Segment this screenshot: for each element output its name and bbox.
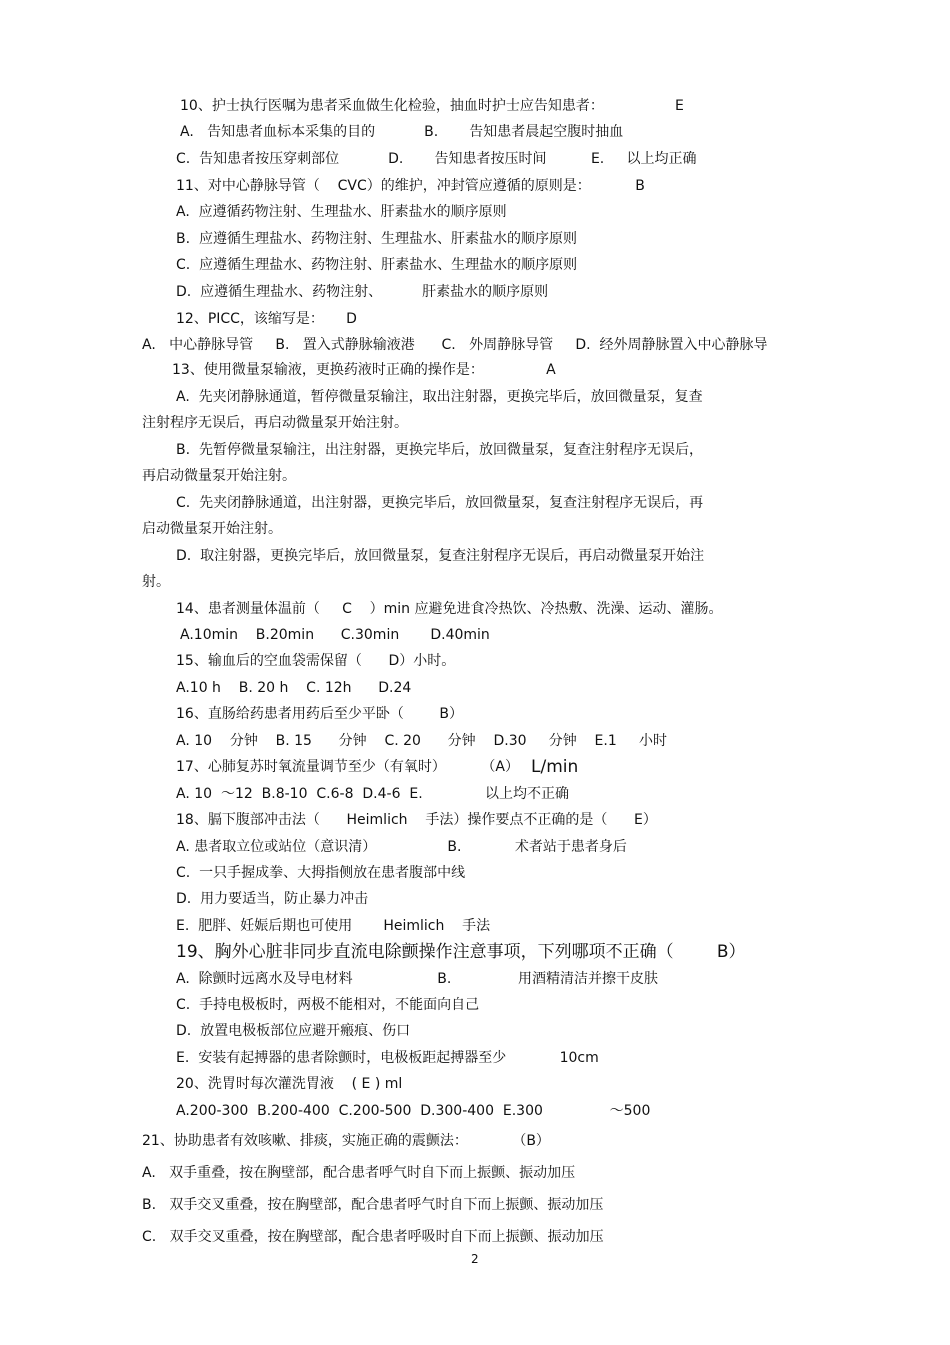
q21-option-c: C. 双手交叉重叠，按在胸壁部，配合患者呼吸时自下而上振颤、振动加压 (142, 1229, 604, 1245)
question-20: 20、洗胃时每次灌洗胃液 ( E ) ml (176, 1076, 403, 1092)
question-14: 14、患者测量体温前（ C ）min 应避免进食冷热饮、冷热敷、洗澡、运动、灌肠。 (176, 601, 723, 617)
q11-option-b: B. 应遵循生理盐水、药物注射、生理盐水、肝素盐水的顺序原则 (176, 231, 577, 247)
q12-options: A. 中心静脉导管 B. 置入式静脉输液港 C. 外周静脉导管 D. 经外周静脉置入中心静脉导 (142, 337, 768, 353)
q19-options-ab: A. 除颤时远离水及导电材料 B. 用酒精清洁并擦干皮肤 (176, 971, 659, 987)
q18-option-e: E. 肥胖、妊娠后期也可使用 Heimlich 手法 (176, 918, 491, 934)
q13-option-a: A. 先夹闭静脉通道，暂停微量泵输注，取出注射器，更换完毕后，放回微量泵，复查 (176, 389, 703, 405)
q13-option-c: C. 先夹闭静脉通道，出注射器，更换完毕后，放回微量泵，复查注射程序无误后，再 (176, 495, 704, 511)
question-11: 11、对中心静脉导管（ CVC）的维护，冲封管应遵循的原则是： B (176, 178, 645, 194)
page-number: 2 (471, 1252, 479, 1266)
q19-option-e: E. 安装有起搏器的患者除颤时，电极板距起搏器至少 10cm (176, 1050, 599, 1066)
q13-option-c-cont: 启动微量泵开始注射。 (142, 521, 282, 537)
q11-option-a: A. 应遵循药物注射、生理盐水、肝素盐水的顺序原则 (176, 204, 507, 220)
question-12: 12、PICC，该缩写是： D (176, 311, 357, 327)
q18-option-c: C. 一只手握成拳、大拇指侧放在患者腹部中线 (176, 865, 466, 881)
q13-option-d: D. 取注射器，更换完毕后，放回微量泵，复查注射程序无误后，再启动微量泵开始注 (176, 548, 705, 564)
q14-options: A.10min B.20min C.30min D.40min (180, 627, 490, 643)
q10-options-ab: A. 告知患者血标本采集的目的 B. 告知患者晨起空腹时抽血 (180, 124, 624, 140)
q18-options-ab: A. 患者取立位或站位（意识清） B. 术者站于患者身后 (176, 839, 627, 855)
question-18: 18、膈下腹部冲击法（ Heimlich 手法）操作要点不正确的是（ E） (176, 812, 657, 828)
question-21: 21、协助患者有效咳嗽、排痰，实施正确的震颤法： （B） (142, 1133, 550, 1149)
question-19: 19、胸外心脏非同步直流电除颤操作注意事项，下列哪项不正确（ B） (176, 942, 746, 962)
question-10: 10、护士执行医嘱为患者采血做生化检验，抽血时护士应告知患者： E (180, 98, 684, 114)
q21-option-a: A. 双手重叠，按在胸壁部，配合患者呼气时自下而上振颤、振动加压 (142, 1165, 576, 1181)
q13-option-b: B. 先暂停微量泵输注，出注射器，更换完毕后，放回微量泵，复查注射程序无误后， (176, 442, 703, 458)
question-13: 13、使用微量泵输液，更换药液时正确的操作是： A (172, 362, 556, 378)
q13-option-b-cont: 再启动微量泵开始注射。 (142, 468, 296, 484)
q21-option-b: B. 双手交叉重叠，按在胸壁部，配合患者呼气时自下而上振颤、振动加压 (142, 1197, 604, 1213)
q17-unit: L/min (531, 757, 579, 777)
q15-options: A.10 h B. 20 h C. 12h D.24 (176, 680, 412, 696)
q19-option-d: D. 放置电极板部位应避开瘢痕、伤口 (176, 1023, 411, 1039)
q13-option-d-cont: 射。 (142, 574, 170, 590)
q18-option-d: D. 用力要适当，防止暴力冲击 (176, 891, 369, 907)
q11-option-c: C. 应遵循生理盐水、药物注射、肝素盐水、生理盐水的顺序原则 (176, 257, 578, 273)
q17-options: A. 10 ～12 B.8-10 C.6-8 D.4-6 E. 以上均不正确 (176, 786, 569, 802)
question-16: 16、直肠给药患者用药后至少平卧（ B） (176, 706, 464, 722)
q19-option-c: C. 手持电极板时，两极不能相对，不能面向自己 (176, 997, 480, 1013)
q11-option-d: D. 应遵循生理盐水、药物注射、 肝素盐水的顺序原则 (176, 284, 549, 300)
question-15: 15、输血后的空血袋需保留（ D）小时。 (176, 653, 456, 669)
q13-option-a-cont: 注射程序无误后，再启动微量泵开始注射。 (142, 415, 408, 431)
q10-options-cde: C. 告知患者按压穿刺部位 D. 告知患者按压时间 E. 以上均正确 (176, 151, 697, 167)
q20-options: A.200-300 B.200-400 C.200-500 D.300-400 E.300 ～500 (176, 1103, 651, 1119)
q16-options: A. 10 分钟 B. 15 分钟 C. 20 分钟 D.30 分钟 E.1 小时 (176, 733, 668, 749)
question-17: 17、心肺复苏时氧流量调节至少（有氧时） （A） (176, 759, 519, 775)
